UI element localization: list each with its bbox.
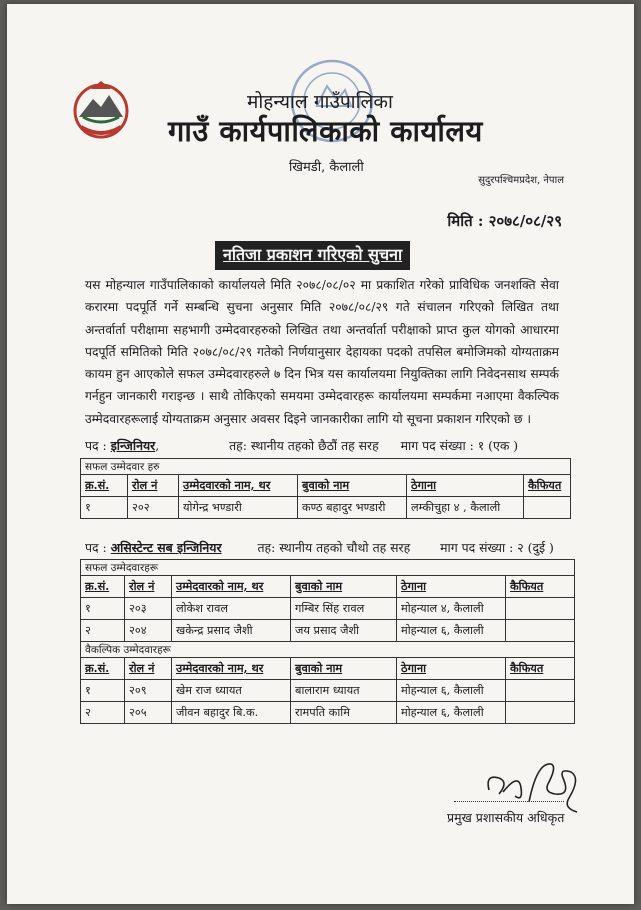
col-roll: रोल नं <box>125 658 172 680</box>
col-remarks: कैफियत <box>506 576 575 598</box>
col-sn: क्र.सं. <box>81 475 128 497</box>
col-address: ठेगाना <box>397 658 506 680</box>
cell-name: योगेन्द्र भण्डारी <box>179 497 298 519</box>
post2-section-label: सफल उम्मेदवारहरू <box>81 560 575 576</box>
col-sn: क्र.सं. <box>81 658 125 680</box>
table-row <box>81 702 575 724</box>
col-sn: क्र.सं. <box>81 576 125 598</box>
cell-remarks <box>524 497 571 519</box>
post1-name: इन्जिनियर <box>110 438 156 453</box>
col-name: उम्मेदवारको नाम, थर <box>179 475 298 497</box>
cell-remarks <box>506 702 575 724</box>
cell-address: मोहन्याल ६, कैलाली <box>397 680 506 702</box>
col-roll: रोल नं <box>125 576 172 598</box>
post2-section-row <box>81 560 575 576</box>
post2-label: पद : <box>85 540 107 555</box>
post2-table <box>80 559 575 724</box>
notice-title: नतिजा प्रकाशन गरिएको सुचना <box>215 241 410 270</box>
col-remarks: कैफियत <box>506 658 575 680</box>
cell-father: गम्बिर सिंह रावल <box>291 598 397 620</box>
office-location: खिमडी, कैलाली <box>289 160 364 175</box>
cell-father: जय प्रसाद जैशी <box>291 620 397 642</box>
cell-name: खेम राज ध्यायत <box>172 680 291 702</box>
post1-section-row <box>81 459 571 475</box>
nepal-emblem-icon <box>69 77 133 141</box>
cell-name: लोकेश रावल <box>172 598 291 620</box>
cell-father: रामपति कामि <box>291 702 397 724</box>
cell-remarks <box>506 680 575 702</box>
municipality-name: मोहन्याल गाउँपालिका <box>247 91 393 113</box>
post1-label: पद : <box>85 438 107 453</box>
cell-roll: २०३ <box>125 598 172 620</box>
office-name: गाउँ कार्यपालिकाको कार्यालय <box>168 114 483 148</box>
post2-alt-section-label: वैकल्पिक उम्मेदवारहरू <box>81 642 575 658</box>
post2-line <box>85 539 554 556</box>
table-row <box>81 620 575 642</box>
post1-count: माग पद संख्या : १ (एक ) <box>400 438 519 453</box>
col-father: बुवाको नाम <box>291 576 397 598</box>
col-address: ठेगाना <box>397 576 506 598</box>
cell-sn: १ <box>81 598 125 620</box>
post2-alt-header-row <box>81 658 575 680</box>
table-row <box>81 497 571 519</box>
post1-comma: , <box>155 438 160 453</box>
cell-sn: २ <box>81 620 125 642</box>
cell-father: कण्ठ बहादुर भण्डारी <box>298 497 407 519</box>
notice-document <box>7 4 634 904</box>
table-row <box>81 598 575 620</box>
signatory-title: प्रमुख प्रशासकीय अधिकृत <box>447 810 565 825</box>
cell-sn: २ <box>81 702 125 724</box>
cell-remarks <box>506 598 575 620</box>
col-father: बुवाको नाम <box>291 658 397 680</box>
col-remarks: कैफियत <box>524 475 571 497</box>
notice-body: यस मोहन्याल गाउँपालिकाको कार्यालयले मिति २०७८/०८/०२ मा प्रकाशित गरेको प्राविधिक जनशक्ति सेवा करारमा पदपूर्ति गर्ने सम्बन्धि सुचना अनुसार मिति २०७८/०८/२९ गते संचालन गरिएको लिखित तथा अन्तर्वार्ता परीक्षामा सहभागी उम्मेदवारहरुको लिखित तथा अन्तर्वार्ता परीक्षाको प्राप्त कुल योगको आधारमा पदपूर्ति समितिको मिति २०७८/०८/२९ गतेको निर्णयानुसार देहायका पदको तपसिल बमोजिमको योग्यताक्रम कायम हुन आएकोले सफल उम्मेदवारहरुले ७ दिन भित्र यस कार्यालयमा नियुक्तिका लागि निवेदनसाथ सम्पर्क गर्नहुन जानकारी गराइन्छ । साथै तोकिएको समयमा उम्मेदवारहरू कार्यालयमा सम्पर्कमा नआएमा वैकल्पिक उम्मेदवारहरूलाई योग्यताक्रम अनुसार अवसर दिइने जानकारीका लागि यो सूचना प्रकाशन गरिएको छ । <box>85 278 559 426</box>
signature-line <box>454 801 564 802</box>
notice-date: मिति : २०७८/०८/२९ <box>447 212 562 230</box>
cell-roll: २०५ <box>125 702 172 724</box>
col-roll: रोल नं <box>128 475 179 497</box>
post2-name: असिस्टेन्ट सब इन्जिनियर <box>110 540 222 555</box>
post2-header-row <box>81 576 575 598</box>
cell-name: खकेन्द्र प्रसाद जैशी <box>172 620 291 642</box>
post2-alt-section-row <box>81 642 575 658</box>
cell-roll: २०९ <box>125 680 172 702</box>
table-row <box>81 680 575 702</box>
cell-roll: २०२ <box>128 497 179 519</box>
post2-count: माग पद संख्या : २ (दुई ) <box>440 540 554 555</box>
post1-level: तह: स्थानीय तहको छैठौं तह सरह <box>229 438 379 453</box>
cell-roll: २०४ <box>125 620 172 642</box>
cell-sn: १ <box>81 497 128 519</box>
col-name: उम्मेदवारको नाम, थर <box>172 576 291 598</box>
cell-address: मोहन्याल ६, कैलाली <box>397 620 506 642</box>
cell-address: लम्कीचुहा ४ , कैलाली <box>407 497 524 519</box>
post1-table <box>80 458 571 519</box>
cell-remarks <box>506 620 575 642</box>
cell-name: जीवन बहादुर बि.क. <box>172 702 291 724</box>
post1-header-row <box>81 475 571 497</box>
cell-father: बालाराम ध्यायत <box>291 680 397 702</box>
post1-line <box>85 437 518 454</box>
post2-level: तह: स्थानीय तहको चौथो तह सरह <box>257 540 411 555</box>
cell-address: मोहन्याल ४, कैलाली <box>397 598 506 620</box>
cell-sn: १ <box>81 680 125 702</box>
province-name: सुदुरपश्चिमप्रदेश, नेपाल <box>478 175 564 186</box>
cell-address: मोहन्याल ६, कैलाली <box>397 702 506 724</box>
col-address: ठेगाना <box>407 475 524 497</box>
post1-section-label: सफल उम्मेदवार हरु <box>81 459 571 475</box>
col-father: बुवाको नाम <box>298 475 407 497</box>
col-name: उम्मेदवारको नाम, थर <box>172 658 291 680</box>
